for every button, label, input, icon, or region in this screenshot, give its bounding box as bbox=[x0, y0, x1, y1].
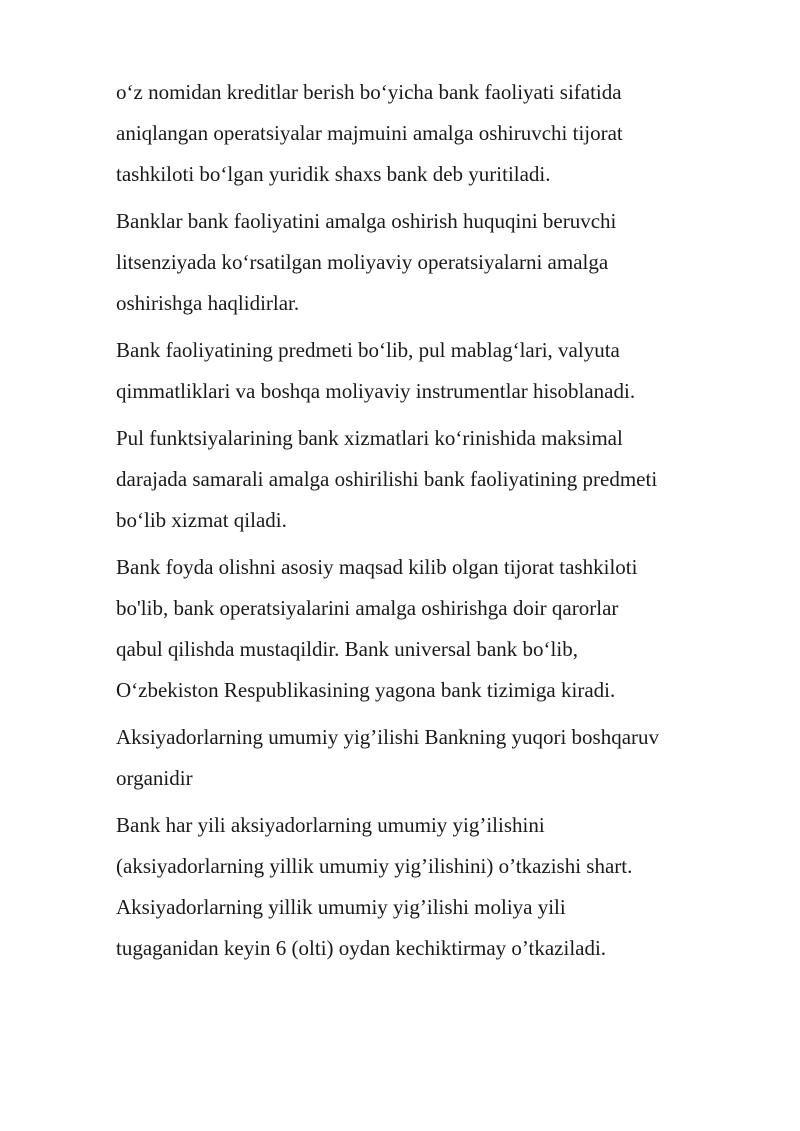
text-line: bo‘lib xizmat qiladi. bbox=[116, 508, 287, 532]
paragraph bbox=[116, 717, 736, 799]
text-line: (aksiyadorlarning yillik umumiy yig’ilishini) o’tkazishi shart. bbox=[116, 854, 633, 878]
paragraph bbox=[116, 418, 736, 541]
text-line: darajada samarali amalga oshirilishi bank faoliyatining predmeti bbox=[116, 467, 658, 491]
text-line: Bank foyda olishni asosiy maqsad kilib olgan tijorat tashkiloti bbox=[116, 555, 638, 579]
text-line: aniqlangan operatsiyalar majmuini amalga oshiruvchi tijorat bbox=[116, 121, 623, 145]
text-line: o‘z nomidan kreditlar berish bo‘yicha bank faoliyati sifatida bbox=[116, 80, 622, 104]
text-line: Banklar bank faoliyatini amalga oshirish huquqini beruvchi bbox=[116, 209, 617, 233]
text-line: tashkiloti bo‘lgan yuridik shaxs bank deb yuritiladi. bbox=[116, 162, 551, 186]
text-line: oshirishga haqlidirlar. bbox=[116, 291, 300, 315]
text-line: organidir bbox=[116, 766, 193, 790]
text-line: O‘zbekiston Respublikasining yagona bank tizimiga kiradi. bbox=[116, 678, 616, 702]
text-line: Aksiyadorlarning yillik umumiy yig’ilishi moliya yili bbox=[116, 895, 566, 919]
text-line: Bank faoliyatining predmeti bo‘lib, pul mablag‘lari, valyuta bbox=[116, 338, 620, 362]
text-line: tugaganidan keyin 6 (olti) oydan kechiktirmay o’tkaziladi. bbox=[116, 936, 607, 960]
text-line: litsenziyada ko‘rsatilgan moliyaviy operatsiyalarni amalga bbox=[116, 250, 609, 274]
text-line: Bank har yili aksiyadorlarning umumiy yig’ilishini bbox=[116, 813, 545, 837]
text-line: Aksiyadorlarning umumiy yig’ilishi Bankning yuqori boshqaruv bbox=[116, 725, 660, 749]
paragraph bbox=[116, 72, 736, 195]
text-line: bo'lib, bank operatsiyalarini amalga oshirishga doir qarorlar bbox=[116, 596, 619, 620]
text-line: qimmatliklari va boshqa moliyaviy instrumentlar hisoblanadi. bbox=[116, 379, 636, 403]
paragraph bbox=[116, 805, 736, 969]
text-line: qabul qilishda mustaqildir. Bank universal bank bo‘lib, bbox=[116, 637, 578, 661]
paragraph bbox=[116, 330, 736, 412]
paragraph bbox=[116, 547, 736, 711]
paragraph bbox=[116, 201, 736, 324]
text-line: Pul funktsiyalarining bank xizmatlari ko‘rinishida maksimal bbox=[116, 426, 623, 450]
document-page bbox=[116, 72, 736, 975]
